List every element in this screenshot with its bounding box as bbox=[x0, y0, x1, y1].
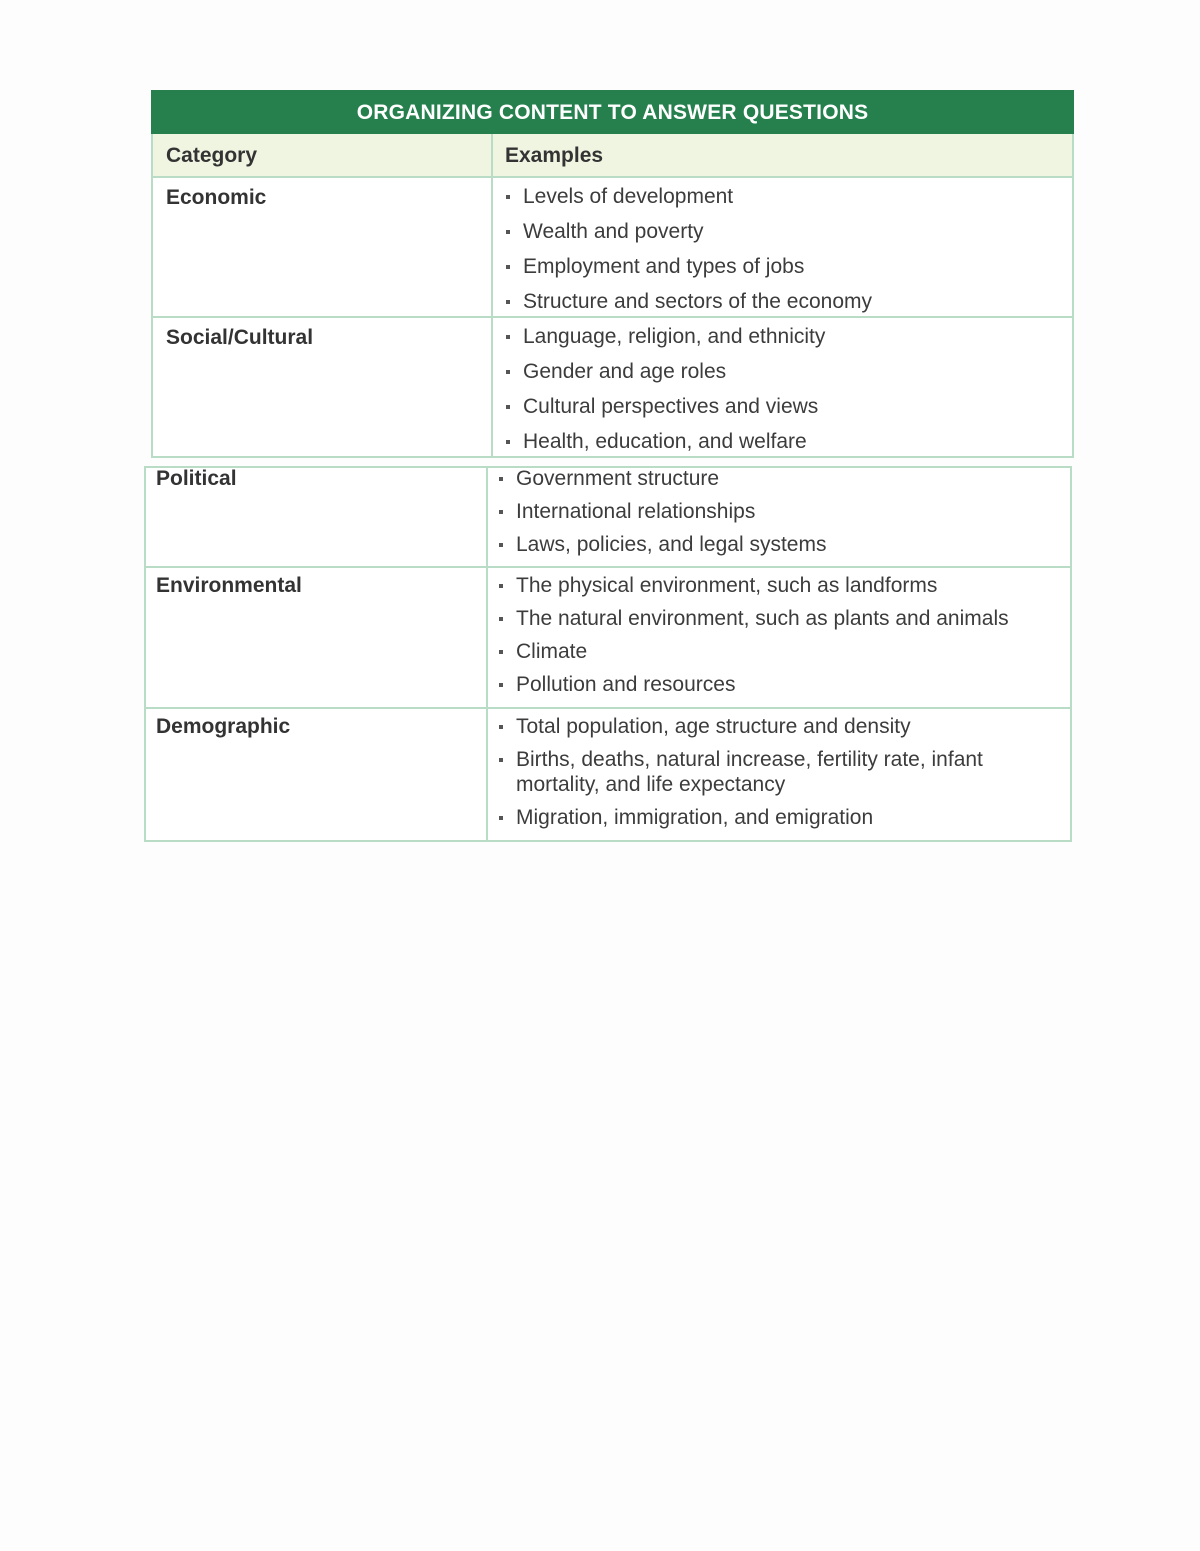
table-row-political bbox=[146, 468, 1070, 568]
example-item: Climate bbox=[498, 639, 1062, 664]
category-demographic: Demographic bbox=[156, 715, 291, 738]
example-item: International relationships bbox=[498, 499, 1062, 524]
category-political: Political bbox=[156, 468, 237, 490]
category-social-cultural: Social/Cultural bbox=[166, 326, 314, 349]
examples-list bbox=[498, 468, 1062, 567]
example-item: Wealth and poverty bbox=[505, 219, 1072, 244]
example-item: Cultural perspectives and views bbox=[505, 394, 1072, 419]
example-item: Total population, age structure and density bbox=[498, 714, 1062, 739]
header-category: Category bbox=[153, 134, 493, 176]
example-item: Government structure bbox=[498, 468, 1062, 491]
examples-list bbox=[505, 178, 1072, 316]
table-row-social-cultural bbox=[153, 318, 1072, 456]
table-part-bottom bbox=[144, 466, 1072, 842]
example-item: Laws, policies, and legal systems bbox=[498, 532, 1062, 557]
example-item: Pollution and resources bbox=[498, 672, 1062, 697]
example-item: Language, religion, and ethnicity bbox=[505, 324, 1072, 349]
example-item: Births, deaths, natural increase, fertility rate, infant mortality, and life expectancy bbox=[498, 747, 1062, 797]
example-item: Gender and age roles bbox=[505, 359, 1072, 384]
example-item: Employment and types of jobs bbox=[505, 254, 1072, 279]
table-row-economic bbox=[153, 178, 1072, 318]
example-item: The natural environment, such as plants and animals bbox=[498, 606, 1062, 631]
table-title: ORGANIZING CONTENT TO ANSWER QUESTIONS bbox=[151, 90, 1074, 134]
examples-list bbox=[498, 709, 1062, 840]
example-item: Structure and sectors of the economy bbox=[505, 289, 1072, 314]
category-economic: Economic bbox=[166, 186, 267, 209]
header-examples: Examples bbox=[505, 144, 604, 167]
examples-list bbox=[505, 318, 1072, 456]
example-item: Levels of development bbox=[505, 184, 1072, 209]
table-part-top bbox=[151, 90, 1074, 458]
examples-list bbox=[498, 568, 1062, 707]
table-header-row bbox=[153, 134, 1072, 178]
example-item: Migration, immigration, and emigration bbox=[498, 805, 1062, 830]
table-row-environmental bbox=[146, 568, 1070, 709]
example-item: Health, education, and welfare bbox=[505, 429, 1072, 454]
example-item: The physical environment, such as landforms bbox=[498, 573, 1062, 598]
table-row-demographic bbox=[146, 709, 1070, 840]
category-environmental: Environmental bbox=[156, 574, 302, 597]
